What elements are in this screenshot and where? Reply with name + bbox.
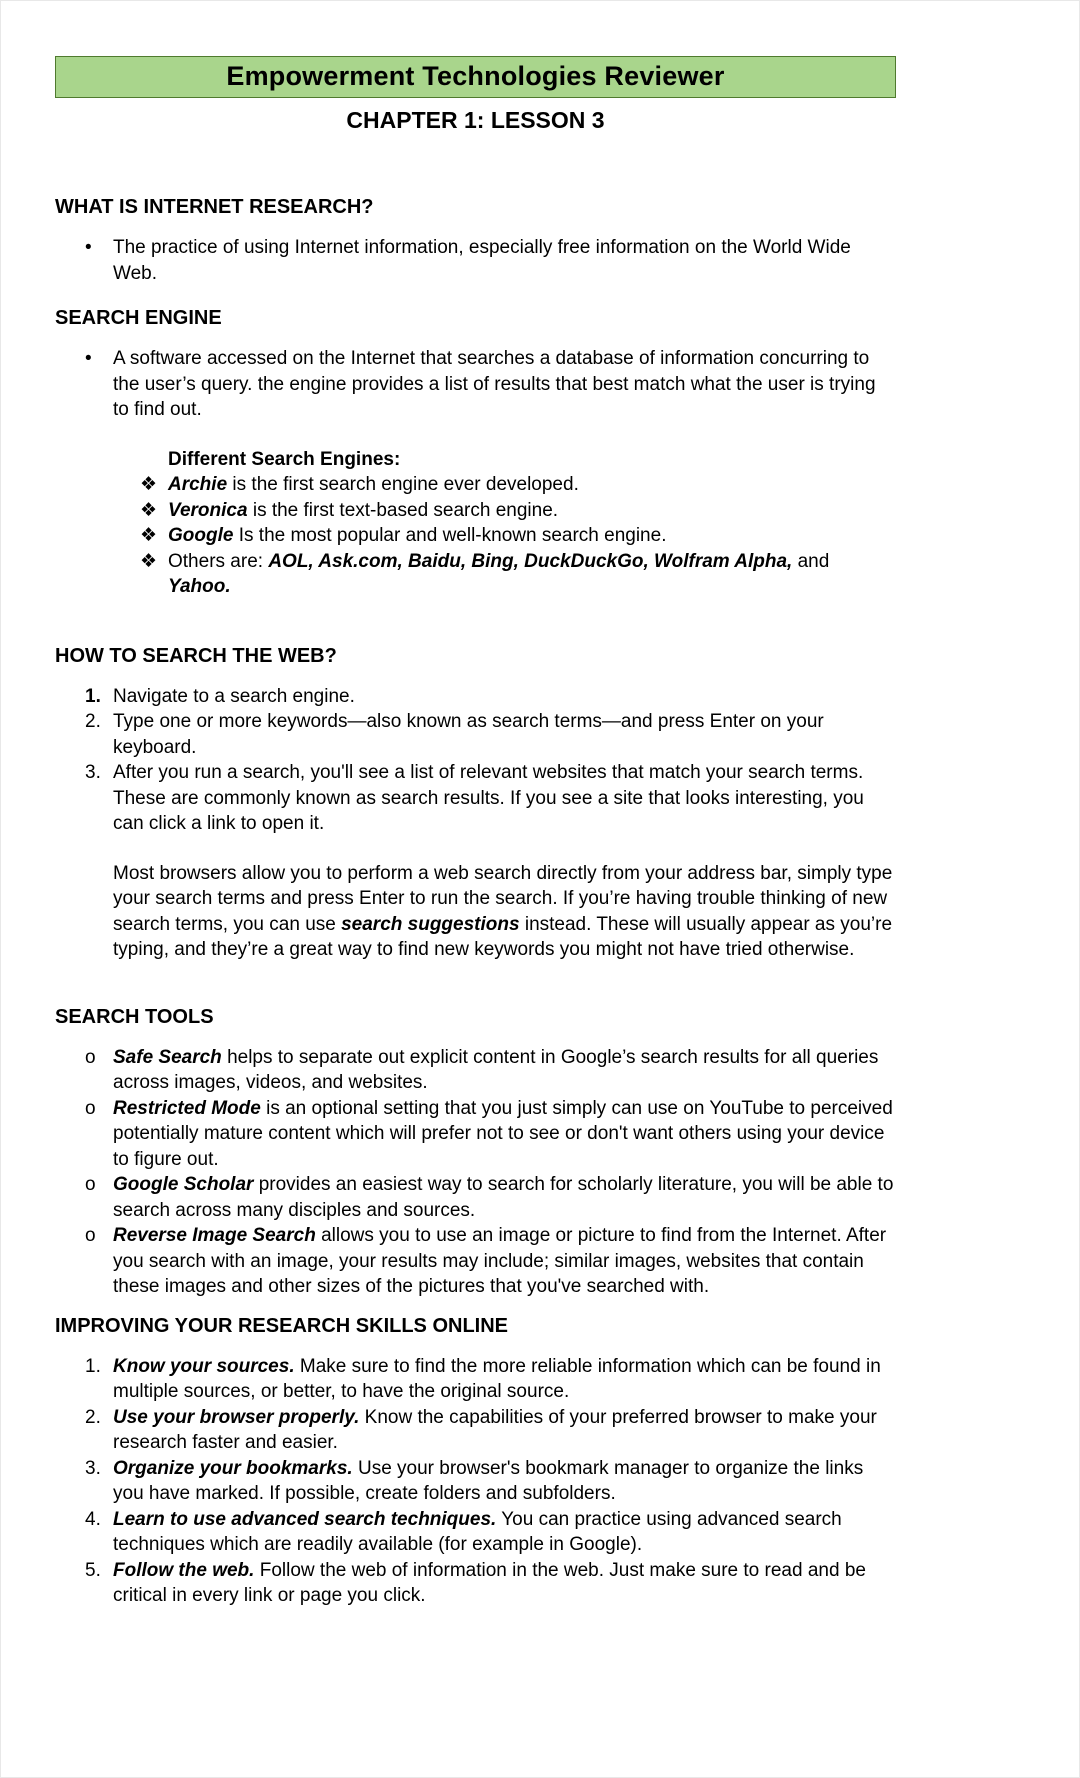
section-heading-search-engine: SEARCH ENGINE	[55, 307, 222, 329]
note-text-part2: instead. These will usually appear as you’re typing, and they’re a great way to find new keywords you might not have tried otherwise.	[113, 913, 893, 960]
browser-search-note	[113, 861, 896, 963]
subheading-different-search-engines: Different Search Engines:	[168, 448, 401, 470]
tip-desc: Use your browser's bookmark manager to organize the links you have marked. If possible, create folders and subfolders.	[113, 1457, 864, 1504]
tip-name: Know your sources.	[113, 1355, 295, 1377]
tip-desc: Know the capabilities of your preferred browser to make your research faster and easier.	[113, 1406, 877, 1453]
diamond-bullet-marker: ❖	[140, 525, 158, 546]
tool-item-safe-search	[85, 1045, 896, 1096]
note-emphasis: search suggestions	[341, 913, 520, 935]
others-mid: and	[792, 550, 830, 572]
tip-text	[113, 1456, 896, 1507]
list-item-text: The practice of using Internet information, especially free information on the World Wide Web.	[113, 237, 851, 284]
engine-item-veronica	[140, 498, 896, 524]
bullet-marker: •	[85, 237, 92, 258]
tool-item-restricted-mode	[85, 1096, 896, 1173]
tool-text	[113, 1045, 896, 1096]
tool-text	[113, 1096, 896, 1173]
diamond-bullet-marker: ❖	[140, 550, 158, 572]
step-number: 2.	[85, 711, 101, 732]
tip-item-1	[85, 1354, 896, 1405]
circle-bullet-marker: o	[85, 1225, 96, 1246]
tip-desc: You can practice using advanced search techniques which are readily available (for example in Google).	[113, 1508, 842, 1555]
step-number: 3.	[85, 762, 101, 783]
tool-desc: is an optional setting that you just simply can use on YouTube to perceived potentially mature content which will prefer not to see or don't want others using your device to figure out.	[113, 1097, 893, 1170]
tool-name: Reverse Image Search	[113, 1225, 316, 1246]
section-heading-improving-skills: IMPROVING YOUR RESEARCH SKILLS ONLINE	[55, 1314, 509, 1337]
tip-number: 5.	[85, 1559, 101, 1581]
engine-name: Archie	[168, 474, 228, 495]
tip-text	[113, 1507, 896, 1558]
list-item-text: A software accessed on the Internet that searches a database of information concurring to the user’s query. the engine provides a list of results that best match what the user is trying to find out.	[113, 348, 876, 420]
step-text: Type one or more keywords—also known as search terms—and press Enter on your keyboard.	[113, 711, 824, 758]
document-title-bar	[55, 56, 896, 98]
engine-item-archie	[140, 472, 896, 498]
tip-desc: Make sure to find the more reliable information which can be found in multiple sources, or better, to have the original source.	[113, 1355, 881, 1402]
tool-item-reverse-image-search	[85, 1223, 896, 1300]
tool-item-google-scholar	[85, 1172, 896, 1223]
list-item-text	[168, 498, 896, 524]
diamond-bullet-marker: ❖	[140, 499, 158, 521]
tip-number: 1.	[85, 1355, 101, 1377]
tip-item-4	[85, 1507, 896, 1558]
step-text: After you run a search, you'll see a list of relevant websites that match your search terms. These are commonly known as search results. If you see a site that looks interesting, you can click a link to open it.	[113, 762, 864, 834]
tip-desc: Follow the web of information in the web. Just make sure to read and be critical in every link or page you click.	[113, 1559, 866, 1606]
engine-desc: is the first text-based search engine.	[247, 499, 559, 521]
tool-text	[113, 1172, 896, 1223]
tip-number: 2.	[85, 1406, 101, 1428]
tool-name: Safe Search	[113, 1046, 222, 1068]
tip-name: Follow the web.	[113, 1559, 255, 1581]
others-prefix: Others are:	[168, 550, 269, 572]
circle-bullet-marker: o	[85, 1174, 96, 1195]
tip-number: 3.	[85, 1457, 101, 1479]
tool-name: Restricted Mode	[113, 1097, 261, 1119]
tool-text	[113, 1223, 896, 1300]
tip-text	[113, 1354, 896, 1405]
step-item-3	[85, 760, 896, 837]
list-item-text	[168, 549, 896, 600]
tip-name: Organize your bookmarks.	[113, 1457, 353, 1479]
engine-desc: is the first search engine ever developed.	[227, 474, 579, 495]
tip-item-5	[85, 1558, 896, 1609]
page-title: Empowerment Technologies Reviewer	[226, 61, 725, 91]
list-item-search-engine-definition	[85, 346, 896, 423]
chapter-subtitle: CHAPTER 1: LESSON 3	[346, 107, 605, 133]
list-item-text	[168, 523, 896, 549]
engine-item-google	[140, 523, 896, 549]
tip-text	[113, 1405, 896, 1456]
tool-desc: helps to separate out explicit content in Google’s search results for all queries across images, videos, and websites.	[113, 1046, 879, 1093]
tip-item-3	[85, 1456, 896, 1507]
engine-name: Google	[168, 525, 234, 546]
others-engine-names: AOL, Ask.com, Baidu, Bing, DuckDuckGo, Wolfram Alpha,	[268, 550, 793, 572]
section-heading-how-to-search: HOW TO SEARCH THE WEB?	[55, 644, 337, 667]
step-number: 1.	[85, 685, 101, 707]
section-heading-internet-research: WHAT IS INTERNET RESEARCH?	[55, 196, 374, 218]
engine-item-others	[140, 549, 896, 600]
circle-bullet-marker: o	[85, 1097, 96, 1119]
step-item-1	[85, 684, 896, 710]
section-heading-search-tools: SEARCH TOOLS	[55, 1005, 214, 1028]
engine-desc: Is the most popular and well-known search engine.	[233, 525, 667, 546]
others-last-name: Yahoo.	[168, 576, 231, 597]
diamond-bullet-marker: ❖	[140, 474, 158, 495]
list-item-text	[168, 472, 896, 498]
tool-desc: allows you to use an image or picture to find from the Internet. After you search with an image, your results may include; similar images, websites that contain these images and other sizes of the pictures that you've searched with.	[113, 1225, 887, 1297]
tip-text	[113, 1558, 896, 1609]
tool-name: Google Scholar	[113, 1174, 254, 1195]
tip-number: 4.	[85, 1508, 101, 1530]
step-text: Navigate to a search engine.	[113, 685, 355, 707]
engine-name: Veronica	[168, 499, 248, 521]
tip-name: Use your browser properly.	[113, 1406, 360, 1428]
step-item-2	[85, 709, 896, 760]
tool-desc: provides an easiest way to search for scholarly literature, you will be able to search across many disciples and sources.	[113, 1174, 894, 1221]
list-item-internet-research	[85, 235, 896, 286]
tip-item-2	[85, 1405, 896, 1456]
tip-name: Learn to use advanced search techniques.	[113, 1508, 497, 1530]
note-text-part1: Most browsers allow you to perform a web search directly from your address bar, simply type your search terms and press Enter to run the search. If you’re having trouble thinking of new search terms, you can use	[113, 862, 893, 935]
bullet-marker: •	[85, 348, 92, 369]
circle-bullet-marker: o	[85, 1046, 96, 1068]
